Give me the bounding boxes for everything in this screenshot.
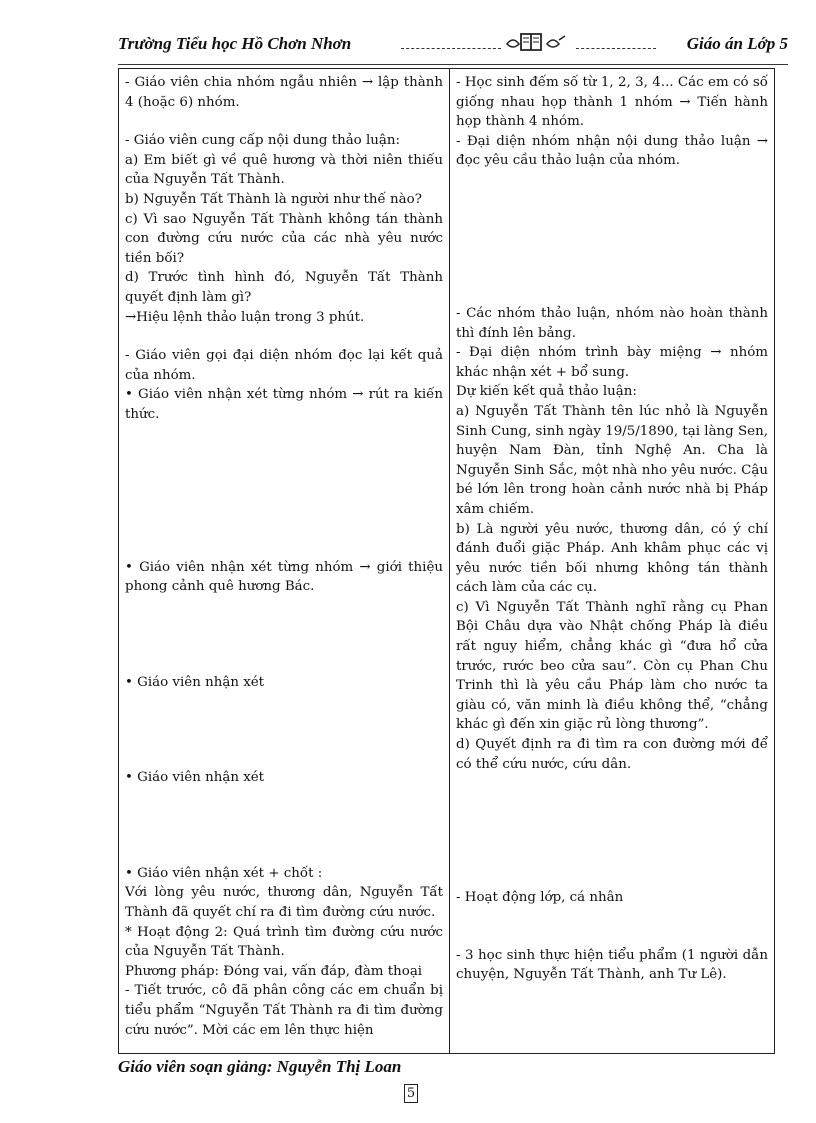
- student-paragraph: [456, 171, 768, 190]
- student-paragraph: Dự kiến kết quả thảo luận:: [456, 384, 637, 400]
- teacher-paragraph: [125, 597, 443, 616]
- teacher-paragraph: • Giáo viên nhận xét từng nhóm → giới thiệu phong cảnh quê hương Bác.: [125, 559, 443, 595]
- subject-title: Giáo án Lớp 5: [686, 34, 788, 53]
- teacher-paragraph: a) Em biết gì về quê hương và thời niên thiếu của Nguyễn Tất Thành.: [125, 152, 443, 188]
- student-paragraph: [456, 793, 768, 812]
- teacher-paragraph: [125, 845, 443, 864]
- teacher-paragraph: - Giáo viên cung cấp nội dung thảo luận:: [125, 133, 401, 149]
- teacher-paragraph: [125, 654, 443, 673]
- teacher-paragraph: • Giáo viên nhận xét: [125, 770, 265, 786]
- student-paragraph: [456, 850, 768, 869]
- student-paragraph: a) Nguyễn Tất Thành tên lúc nhỏ là Nguyễn Sinh Cung, sinh ngày 19/5/1890, tại làng Sen, huyện Nam Đàn, tỉnh Nghệ An. Cha là Nguyễn Sinh Sắc, một nhà nho yêu nước. Cậu bé lớn lên trong hoàn cảnh nước nhà bị Pháp xâm chiếm.: [456, 403, 768, 517]
- teacher-paragraph: [125, 444, 443, 463]
- teacher-paragraph: Với lòng yêu nước, thương dân, Nguyễn Tất Thành đã quyết chí ra đi tìm đường cứu nước.: [125, 885, 443, 921]
- school-name: Trường Tiểu học Hồ Chơn Nhơn: [118, 34, 352, 53]
- student-paragraph: c) Vì Nguyễn Tất Thành nghĩ rằng cụ Phan Bội Châu dựa vào Nhật chống Pháp là điều rất nguy hiểm, chẳng khác gì “đưa hổ cửa trước, rước beo cửa sau”. Còn cụ Phan Chu Trinh thì là yêu cầu Pháp làm cho nước ta giàu có, văn minh là điều không thể, “chẳng khác gì đến xin giặc rủ lòng thương”.: [456, 599, 768, 733]
- student-paragraph: - Học sinh đếm số từ 1, 2, 3, 4... Các em có số giống nhau họp thành 1 nhóm → Tiến hành họp thành 4 nhóm.: [456, 75, 768, 130]
- student-paragraph: - Các nhóm thảo luận, nhóm nào hoàn thành thì đính lên bảng.: [456, 305, 768, 341]
- teacher-paragraph: c) Vì sao Nguyễn Tất Thành không tán thành con đường cứu nước của các nhà yêu nước tiền bối?: [125, 211, 443, 266]
- teacher-paragraph: [125, 749, 443, 768]
- teacher-paragraph: [125, 730, 443, 749]
- page-number: 5: [404, 1084, 418, 1103]
- teacher-paragraph: [125, 616, 443, 635]
- student-paragraph: [456, 908, 768, 927]
- teacher-paragraph: [125, 788, 443, 807]
- teacher-paragraph: [125, 692, 443, 711]
- teacher-paragraph: [125, 482, 443, 501]
- teacher-paragraph: [125, 539, 443, 558]
- teacher-paragraph: - Giáo viên gọi đại diện nhóm đọc lại kết quả của nhóm.: [125, 348, 443, 383]
- teacher-paragraph: [125, 501, 443, 520]
- teacher-paragraph: [125, 711, 443, 730]
- student-paragraph: [456, 285, 768, 304]
- teacher-paragraph: →Hiệu lệnh thảo luận trong 3 phút.: [125, 309, 365, 325]
- student-activities-cell: [450, 69, 775, 1054]
- student-paragraph: [456, 927, 768, 946]
- student-paragraph: - Đại diện nhóm trình bày miệng → nhóm khác nhận xét + bổ sung.: [456, 345, 768, 380]
- page-header: [118, 30, 788, 60]
- teacher-paragraph: [125, 327, 443, 346]
- author-signature: Giáo viên soạn giảng: Nguyễn Thị Loan: [118, 1057, 402, 1076]
- teacher-paragraph: d) Trước tình hình đó, Nguyễn Tất Thành quyết định làm gì?: [125, 270, 443, 305]
- teacher-paragraph: [125, 425, 443, 444]
- teacher-paragraph: [125, 826, 443, 845]
- table-row: [119, 69, 775, 1054]
- lesson-plan-table: [118, 68, 775, 1054]
- teacher-paragraph: • Giáo viên nhận xét từng nhóm → rút ra kiến thức.: [125, 387, 443, 422]
- student-paragraph: - Đại diện nhóm nhận nội dung thảo luận → đọc yêu cầu thảo luận của nhóm.: [456, 133, 768, 169]
- student-paragraph: [456, 831, 768, 850]
- book-flourish-icon: [503, 28, 573, 56]
- student-paragraph: - Hoạt động lớp, cá nhân: [456, 890, 624, 906]
- header-rule: [118, 64, 788, 65]
- student-paragraph: [456, 266, 768, 285]
- student-paragraph: [456, 209, 768, 228]
- student-paragraph: [456, 228, 768, 247]
- teacher-paragraph: - Giáo viên chia nhóm ngẫu nhiên → lập thành 4 (hoặc 6) nhóm.: [125, 75, 443, 110]
- student-paragraph: [456, 247, 768, 266]
- header-dash-left: [401, 48, 501, 49]
- student-paragraph: [456, 812, 768, 831]
- header-dash-right: [576, 48, 656, 49]
- teacher-paragraph: [125, 635, 443, 654]
- teacher-paragraph: • Giáo viên nhận xét: [125, 674, 265, 690]
- teacher-paragraph: Phương pháp: Đóng vai, vấn đáp, đàm thoại: [125, 963, 423, 979]
- teacher-paragraph: [125, 112, 443, 131]
- student-paragraph: [456, 869, 768, 888]
- student-paragraph: b) Là người yêu nước, thương dân, có ý chí đánh đuổi giặc Pháp. Anh khâm phục các vị yêu nước tiền bối nhưng không tán thành cách làm của các cụ.: [456, 521, 768, 596]
- teacher-paragraph: - Tiết trước, cô đã phân công các em chuẩn bị tiểu phẩm “Nguyễn Tất Thành ra đi tìm đường cứu nước”. Mời các em lên thực hiện: [125, 983, 443, 1038]
- student-paragraph: - 3 học sinh thực hiện tiểu phẩm (1 người dẫn chuyện, Nguyễn Tất Thành, anh Tư Lê).: [456, 947, 768, 983]
- teacher-paragraph: [125, 463, 443, 482]
- student-paragraph: [456, 774, 768, 793]
- teacher-paragraph: b) Nguyễn Tất Thành là người như thế nào?: [125, 191, 422, 207]
- teacher-activities-cell: [119, 69, 450, 1054]
- teacher-paragraph: * Hoạt động 2: Quá trình tìm đường cứu nước của Nguyễn Tất Thành.: [125, 924, 443, 960]
- teacher-paragraph: [125, 520, 443, 539]
- teacher-paragraph: [125, 807, 443, 826]
- student-paragraph: d) Quyết định ra đi tìm ra con đường mới để có thể cứu nước, cứu dân.: [456, 737, 768, 772]
- student-paragraph: [456, 190, 768, 209]
- teacher-paragraph: • Giáo viên nhận xét + chốt :: [125, 865, 323, 881]
